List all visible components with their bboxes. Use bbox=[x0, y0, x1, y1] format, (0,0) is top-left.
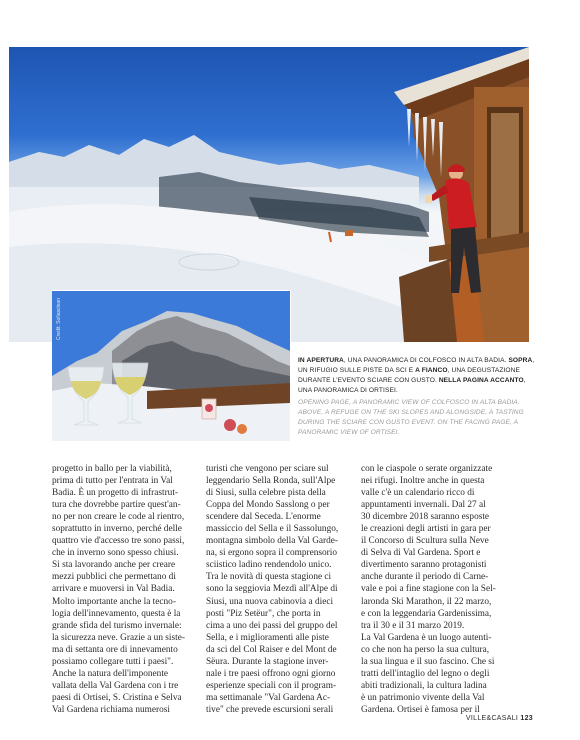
page-folio bbox=[466, 715, 533, 722]
text-line: Gardena. Ortisei è famosa per il bbox=[361, 704, 480, 715]
text-line: è un patrimonio vivente della Val bbox=[361, 692, 485, 703]
text-line: sono la seggiovia Mezdì all'Alpe di bbox=[206, 584, 338, 595]
caption-run: IN APERTURA bbox=[298, 357, 344, 364]
text-line: di Selva di Val Gardena. Sport e bbox=[361, 548, 481, 559]
text-line: no per non creare le code al rientro, bbox=[52, 512, 185, 523]
text-line: esperienze speciali con il program- bbox=[206, 680, 337, 691]
text-line: abiti tradizionali, la cultura ladina bbox=[361, 680, 487, 691]
text-line: laronda Ski Marathon, il 22 marzo, bbox=[361, 596, 492, 607]
text-line: progetto in ballo per la viabilità, bbox=[52, 464, 172, 474]
text-line: la sicurezza neve. Grazie a un siste- bbox=[52, 632, 185, 643]
text-line: Sella, e i miglioramenti alle piste bbox=[206, 632, 329, 643]
text-line: tive" che prevede escursioni serali bbox=[206, 704, 334, 715]
text-line: arrivare e muoversi in Val Badia. bbox=[52, 584, 175, 595]
text-line: che in inverno sono spesso chiusi. bbox=[52, 548, 179, 559]
text-line: tra il 30 e il 31 marzo 2019. bbox=[361, 620, 465, 631]
text-line: paesi di Ortisei, S. Cristina e Selva bbox=[52, 692, 182, 703]
caption-english: OPENING PAGE, A PANORAMIC VIEW OF COLFOSCO IN ALTA BADIA. ABOVE, A REFUGE ON THE SKI SLOPES AND ALONGSIDE, A TASTING DURING THE SCIARE CON GUSTO EVENT. ON THE FACING PAGE, A PANORAMIC VIEW OF ORTISEI. bbox=[298, 399, 524, 436]
text-line: tura che dovrebbe partire quest'an- bbox=[52, 500, 181, 511]
caption-run: , UNA DEGUSTAZIONE DURANTE L'EVENTO SCIARE CON GUSTO. bbox=[298, 367, 520, 384]
text-line: nei rifugi. Inoltre anche in questa bbox=[361, 476, 485, 487]
text-line: quattro vie d'accesso tre sono passi, bbox=[52, 536, 185, 547]
text-line: sciistico ladino rendendolo unico. bbox=[206, 560, 332, 571]
inset-photo bbox=[52, 290, 291, 441]
caption-italian bbox=[298, 356, 536, 396]
photo-credit: Credit: Sofiasclean bbox=[56, 298, 62, 340]
text-line: prima di tutto per l'entrata in Val bbox=[52, 476, 173, 487]
text-line: mezzi pubblici che permettano di bbox=[52, 572, 176, 583]
text-line: co che non ha perso la sua cultura, bbox=[361, 644, 490, 655]
text-line: il Concorso di Scultura sulla Neve bbox=[361, 536, 489, 547]
text-line: logia dell'innevamento, questa è la bbox=[52, 608, 181, 619]
caption-run: SOPRA bbox=[508, 357, 533, 364]
text-line: turisti che vengono per sciare sul bbox=[206, 464, 329, 474]
text-line: La Val Gardena è un luogo autenti- bbox=[361, 632, 492, 643]
text-line: Badia. È un progetto di infrastrut- bbox=[52, 488, 178, 499]
magazine-name: VILLE&CASALI bbox=[465, 715, 519, 722]
text-line: valle c'è un calendario ricco di bbox=[361, 488, 475, 499]
caption-run: , UN RIFUGIO SULLE PISTE DA SCI E bbox=[298, 357, 535, 374]
text-line: vallata della Val Gardena con i tre bbox=[52, 680, 179, 691]
text-line: da sci del Col Raiser e del Mont de bbox=[206, 644, 337, 655]
caption-run: , UNA PANORAMICA DI ORTISEI. bbox=[298, 377, 526, 394]
text-line: posti "Piz Setëur", che porta in bbox=[206, 608, 321, 619]
text-line: Tra le novità di questa stagione ci bbox=[206, 572, 332, 583]
text-line: con le ciaspole o serate organizzate bbox=[361, 464, 493, 474]
page-number: 123 bbox=[520, 715, 533, 722]
text-line: la sua lingua e il suo fascino. Che si bbox=[361, 656, 495, 667]
text-line: na, si ergono sopra il comprensorio bbox=[206, 548, 337, 559]
text-column-3 bbox=[361, 463, 508, 716]
photo-caption bbox=[298, 356, 536, 438]
text-line: appuntamenti invernali. Dal 27 al bbox=[361, 500, 486, 511]
text-line: grande sfida del turismo invernale: bbox=[52, 620, 182, 631]
caption-run: A FIANCO bbox=[415, 367, 448, 374]
text-line: cima a uno dei passi del gruppo del bbox=[206, 620, 338, 631]
text-line: scendere dal Seceda. L'enorme bbox=[206, 512, 321, 523]
text-line: Molto importante anche la tecno- bbox=[52, 596, 176, 607]
text-line: Anche la natura dell'imponente bbox=[52, 668, 169, 679]
text-line: montagna simbolo della Val Garde- bbox=[206, 536, 339, 547]
text-line: ma di settanta ore di innevamento bbox=[52, 644, 178, 655]
text-line: leggendario Sella Ronda, sull'Alpe bbox=[206, 476, 336, 487]
text-line: Siusi, una nuova cabinovia a dieci bbox=[206, 596, 334, 607]
caption-run: , UNA PANORAMICA DI COLFOSCO IN ALTA BADIA. bbox=[343, 357, 509, 364]
text-line: soprattutto in inverno, perché delle bbox=[52, 524, 182, 535]
text-line: 30 dicembre 2018 saranno esposte bbox=[361, 512, 490, 523]
text-line: di Siusi, sulla celebre pista della bbox=[206, 488, 326, 499]
text-line: ma settimanale "Val Gardena Ac- bbox=[206, 692, 331, 703]
text-line: e con la leggendaria Gardenissima, bbox=[361, 608, 492, 619]
text-line: vale e poi a fine stagione con la Sel- bbox=[361, 584, 496, 595]
text-line: Val Gardena richiama numerosi bbox=[52, 704, 170, 715]
text-line: le creazioni degli artisti in gara per bbox=[361, 524, 491, 535]
text-line: Coppa del Mondo Sasslong o per bbox=[206, 500, 330, 511]
text-line: Si sta lavorando anche per creare bbox=[52, 560, 176, 571]
text-line: Sëura. Durante la stagione inver- bbox=[206, 656, 329, 667]
text-line: possiamo collegare tutti i paesi". bbox=[52, 656, 174, 667]
text-line: nale i tre paesi offrono ogni giorno bbox=[206, 668, 336, 679]
text-line: divertimento saranno protagonisti bbox=[361, 560, 487, 571]
text-line: massiccio del Sella e il Sassolungo, bbox=[206, 524, 339, 535]
text-line: anche durante il periodo di Carne- bbox=[361, 572, 489, 583]
text-column-2 bbox=[206, 463, 353, 716]
text-column-1 bbox=[52, 463, 199, 716]
text-line: tratti dell'intaglio del legno o degli bbox=[361, 668, 490, 679]
caption-run: NELLA PAGINA ACCANTO bbox=[438, 377, 524, 384]
wine-tasting-photo bbox=[52, 291, 290, 441]
